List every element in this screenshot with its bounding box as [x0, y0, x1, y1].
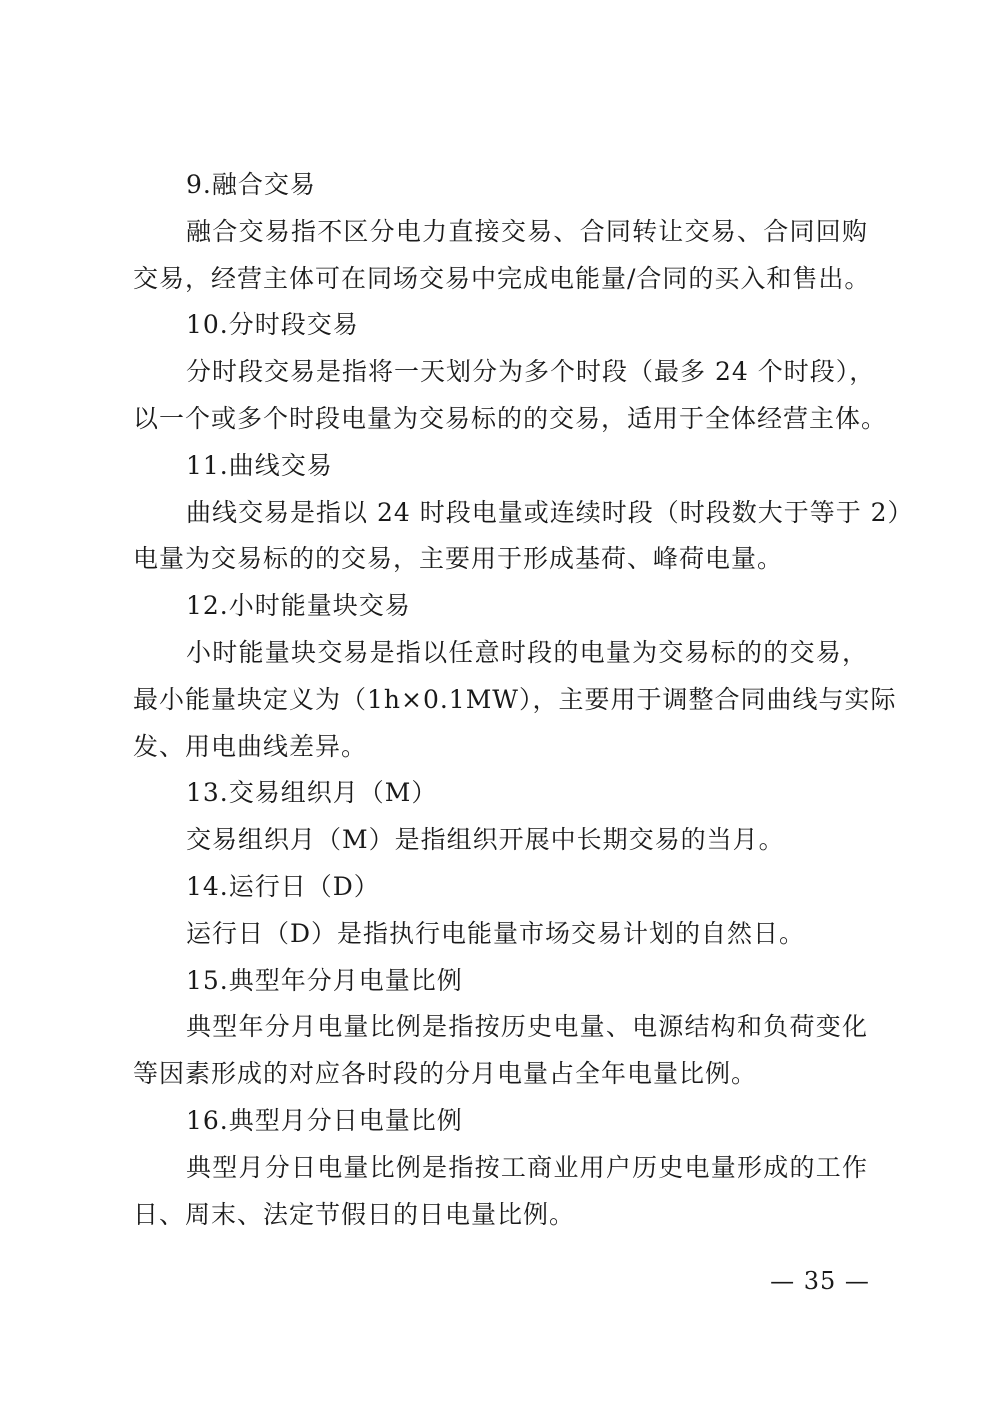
document-body	[133, 162, 914, 1238]
section-heading-11: 11.曲线交易	[186, 450, 333, 480]
paragraph-line: 融合交易指不区分电力直接交易、合同转让交易、合同回购	[186, 216, 868, 246]
section-heading-10: 10.分时段交易	[186, 310, 359, 340]
section-heading-15: 15.典型年分月电量比例	[186, 965, 463, 995]
page-number: — 35 —	[770, 1267, 870, 1295]
paragraph-line: 以一个或多个时段电量为交易标的的交易，适用于全体经营主体。	[133, 403, 888, 433]
paragraph-line: 日、周末、法定节假日的日电量比例。	[133, 1199, 576, 1229]
paragraph-line: 电量为交易标的的交易，主要用于形成基荷、峰荷电量。	[133, 544, 784, 574]
section-heading-13: 13.交易组织月（M）	[186, 778, 438, 808]
paragraph-line: 交易组织月（M）是指组织开展中长期交易的当月。	[186, 825, 785, 855]
section-heading-9: 9.融合交易	[186, 170, 316, 199]
paragraph-line: 曲线交易是指以 24 时段电量或连续时段（时段数大于等于 2）	[186, 497, 914, 527]
paragraph-line: 交易，经营主体可在同场交易中完成电能量/合同的买入和售出。	[133, 263, 871, 293]
section-heading-12: 12.小时能量块交易	[186, 591, 411, 621]
paragraph-line: 分时段交易是指将一天划分为多个时段（最多 24 个时段），	[186, 357, 876, 387]
paragraph-line: 等因素形成的对应各时段的分月电量占全年电量比例。	[133, 1059, 758, 1089]
paragraph-line: 小时能量块交易是指以任意时段的电量为交易标的的交易，	[186, 637, 868, 667]
section-heading-16: 16.典型月分日电量比例	[186, 1105, 463, 1135]
paragraph-line: 典型月分日电量比例是指按工商业用户历史电量形成的工作	[186, 1152, 868, 1182]
paragraph-line: 发、用电曲线差异。	[133, 731, 368, 761]
section-heading-14: 14.运行日（D）	[186, 871, 380, 901]
paragraph-line: 典型年分月电量比例是指按历史电量、电源结构和负荷变化	[186, 1012, 868, 1042]
paragraph-line: 最小能量块定义为（1h×0.1MW），主要用于调整合同曲线与实际	[133, 684, 897, 714]
paragraph-line: 运行日（D）是指执行电能量市场交易计划的自然日。	[186, 918, 806, 948]
